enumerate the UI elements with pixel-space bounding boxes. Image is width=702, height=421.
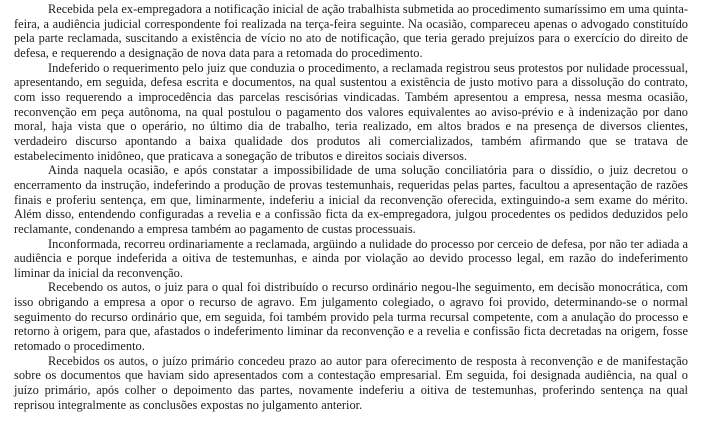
paragraph-4: Inconformada, recorreu ordinariamente a reclamada, argüindo a nulidade do processo por cerceio de defesa, por não ter adiada a audiência e porque indeferida a oitiva de testemunhas, e ainda por violação ao devido processo legal, em razão do indeferimento liminar da inicial da reconvenção. bbox=[14, 236, 688, 280]
document-body-text bbox=[14, 2, 688, 412]
paragraph-6: Recebidos os autos, o juízo primário concedeu prazo ao autor para oferecimento de resposta à reconvenção e de manifestação sobre os documentos que haviam sido apresentados com a contestação empresarial. Em seguida, foi designada audiência, na qual o juízo primário, após colher o depoimento das partes, novamente indeferiu a oitiva de testemunhas, proferindo sentença na qual reprisou integralmente as conclusões expostas no julgamento anterior. bbox=[14, 353, 688, 412]
paragraph-2: Indeferido o requerimento pelo juiz que conduzia o procedimento, a reclamada registrou seus protestos por nulidade processual, apresentando, em seguida, defesa escrita e documentos, na qual sustentou a existência de justo motivo para a dissolução do contrato, com isso requerendo a improcedência das parcelas rescisórias vindicadas. Também apresentou a empresa, nessa mesma ocasião, reconvenção em peça autônoma, na qual postulou o pagamento dos valores equivalentes ao aviso-prévio e à indenização por dano moral, haja vista que o operário, no último dia de trabalho, teria realizado, em altos brados e na presença de diversos clientes, verdadeiro discurso apontando a baixa qualidade dos produtos ali comercializados, também afirmando que se tratava de estabelecimento inidôneo, que praticava a sonegação de tributos e direitos sociais diversos. bbox=[14, 60, 688, 163]
paragraph-5: Recebendo os autos, o juiz para o qual foi distribuído o recurso ordinário negou-lhe seguimento, em decisão monocrática, com isso obrigando a empresa a opor o recurso de agravo. Em julgamento colegiado, o agravo foi provido, determinando-se o normal seguimento do recurso ordinário que, em seguida, foi também provido pela turma recursal competente, com a anulação do processo e retorno à origem, para que, afastados o indeferimento liminar da reconvenção e a revelia e confissão ficta decretadas na origem, fosse retomado o procedimento. bbox=[14, 280, 688, 354]
paragraph-1: Recebida pela ex-empregadora a notificação inicial de ação trabalhista submetida ao procedimento sumaríssimo em uma quinta-feira, a audiência judicial correspondente foi realizada na terça-feira seguinte. Na ocasião, compareceu apenas o advogado constituído pela parte reclamada, suscitando a existência de vício no ato de notificação, que teria gerado prejuízos para o exercício do direito de defesa, e requerendo a designação de nova data para a retomada do procedimento. bbox=[14, 2, 688, 60]
paragraph-3: Ainda naquela ocasião, e após constatar a impossibilidade de uma solução conciliatória para o dissídio, o juiz decretou o encerramento da instrução, indeferindo a produção de provas testemunhais, requeridas pelas partes, facultou a apresentação de razões finais e proferiu sentença, em que, liminarmente, indeferiu a inicial da reconvenção oferecida, extinguindo-a sem exame do mérito. Além disso, entendendo configuradas a revelia e a confissão ficta da ex-empregadora, julgou procedentes os pedidos deduzidos pelo reclamante, condenando a empresa também ao pagamento de custas processuais. bbox=[14, 163, 688, 236]
